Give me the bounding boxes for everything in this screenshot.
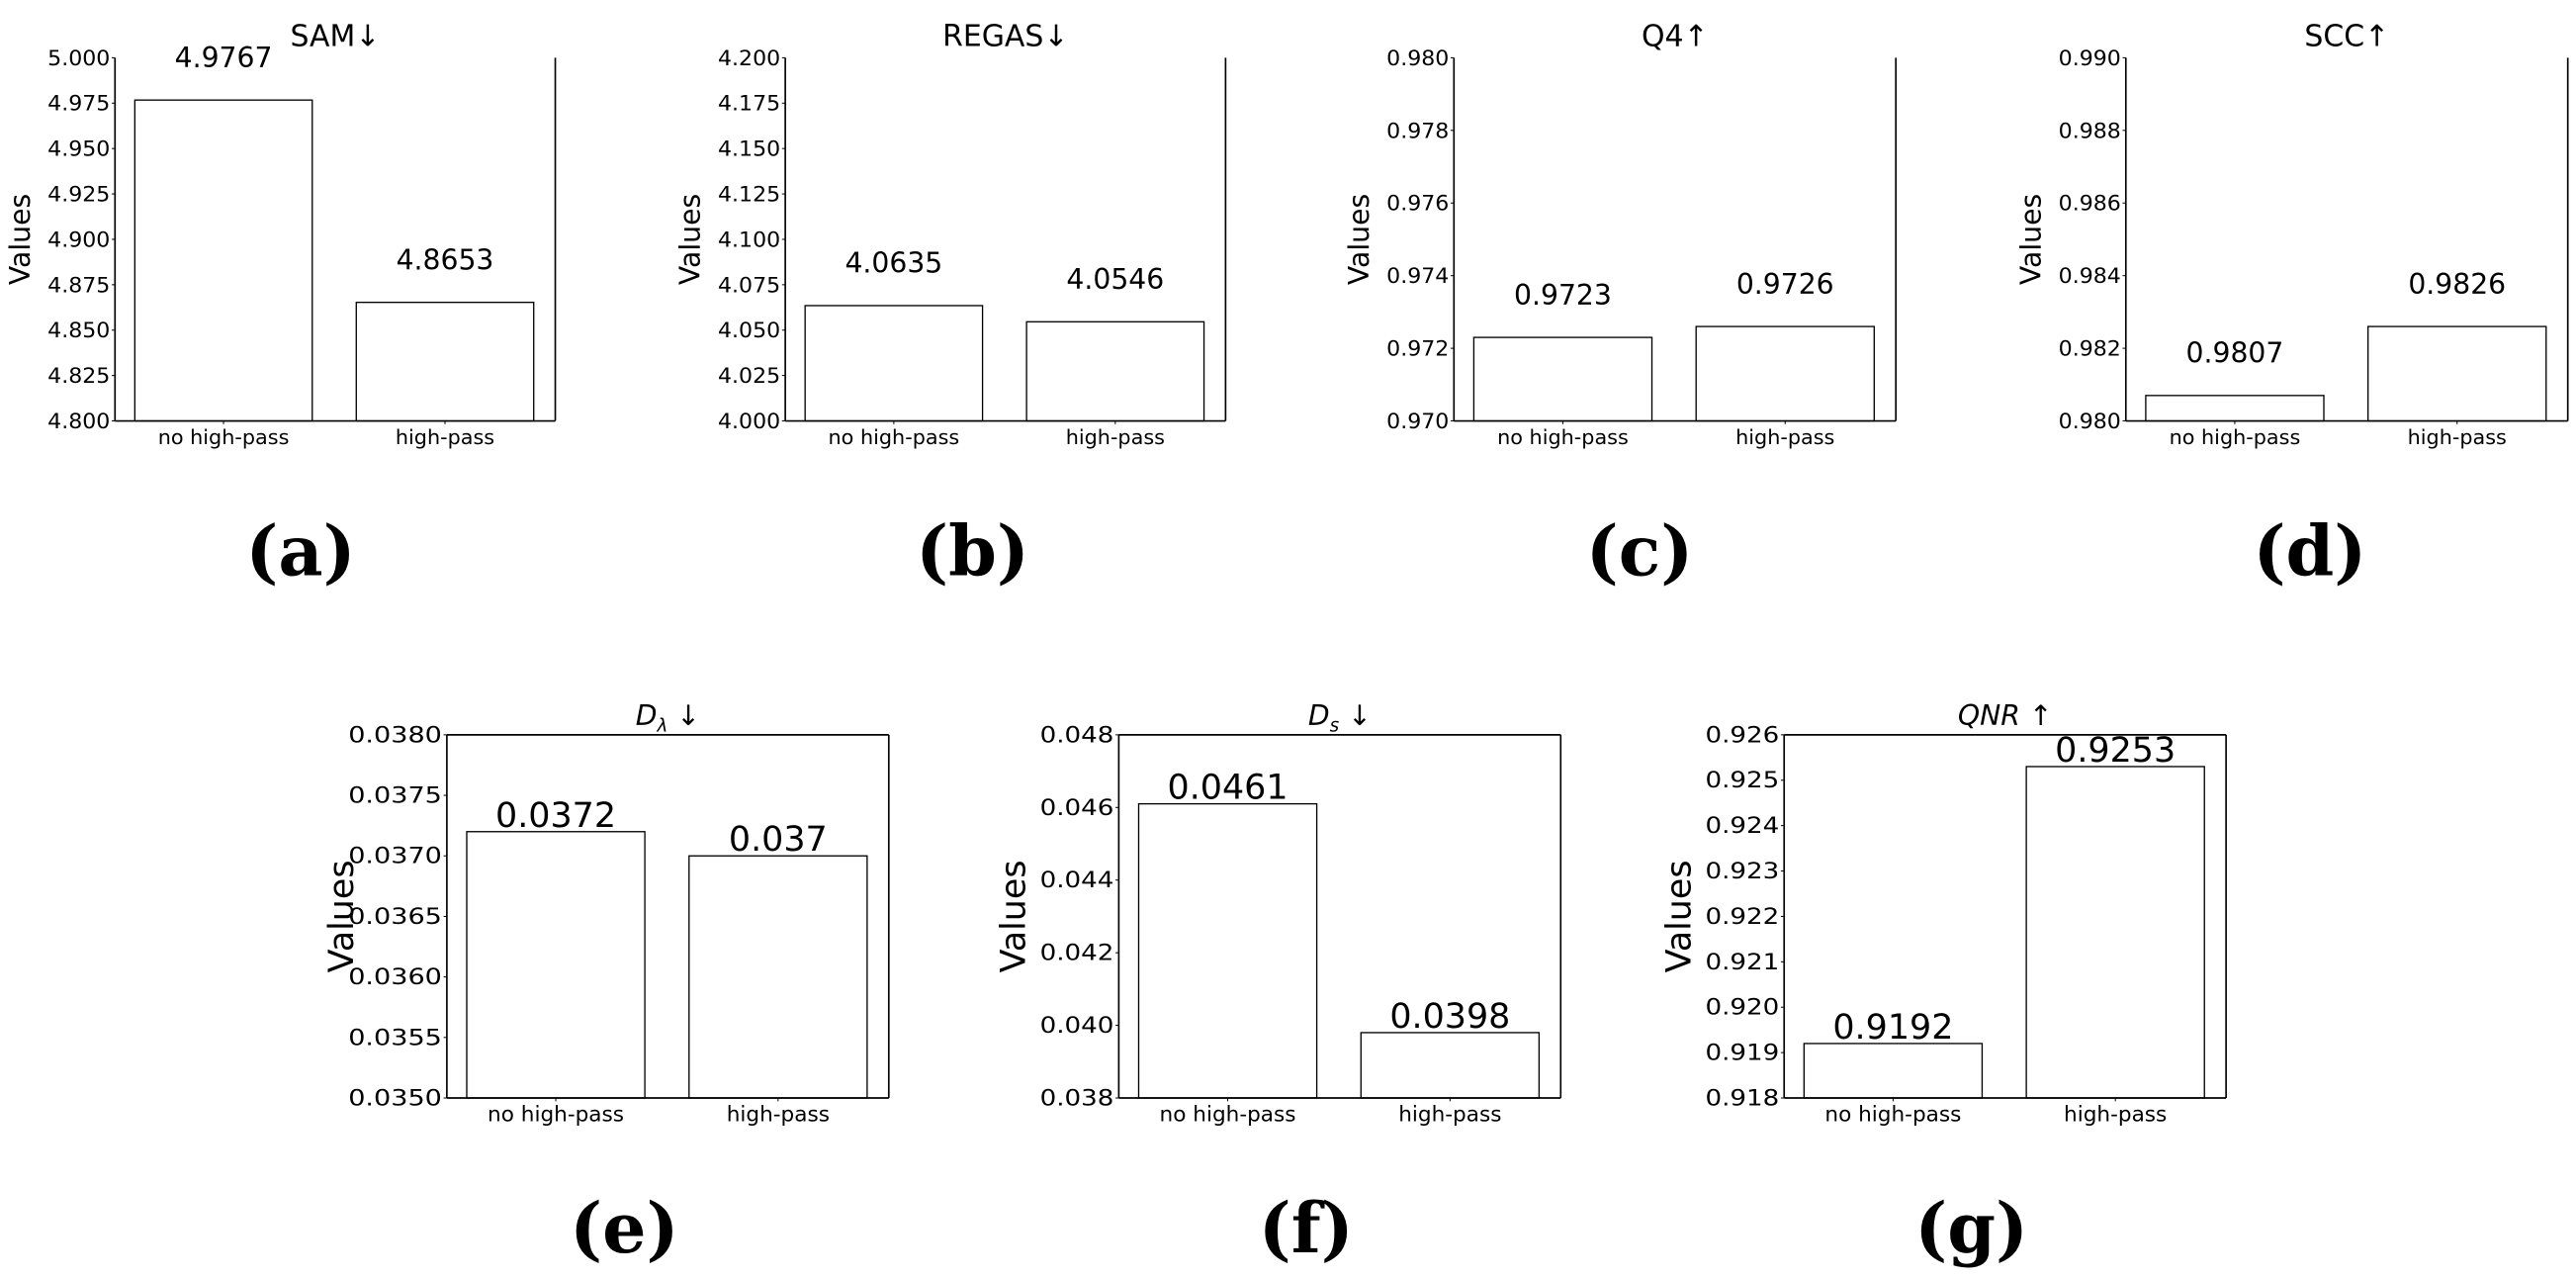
panel-label: (f)	[1258, 1188, 1354, 1270]
y-tick-label: 0.988	[2058, 119, 2121, 144]
y-tick-label: 4.900	[47, 228, 111, 253]
y-tick-label: 0.0350	[348, 1085, 442, 1112]
y-tick-label: 0.972	[1386, 336, 1450, 362]
y-tick-label: 4.125	[718, 182, 781, 208]
bar	[1804, 1044, 1982, 1098]
title-subscript: s	[1329, 715, 1340, 737]
bar-value-label: 0.9192	[1832, 1007, 1954, 1048]
bar	[689, 856, 867, 1098]
title-text: SCC↑	[2304, 19, 2390, 54]
x-tick-label: high-pass	[1398, 1102, 1502, 1128]
chart-title	[2304, 20, 2389, 54]
x-tick-label: high-pass	[1735, 424, 1835, 449]
y-tick-label: 0.0365	[348, 903, 442, 930]
panel-label: (g)	[1914, 1188, 2029, 1270]
y-tick-label: 4.150	[718, 137, 781, 162]
chart-title	[636, 699, 700, 737]
bar	[1473, 337, 1651, 420]
y-tick-label: 0.040	[1039, 1013, 1114, 1040]
y-axis-label: Values	[673, 193, 707, 286]
y-tick-label: 0.926	[1705, 722, 1780, 749]
y-tick-label: 0.919	[1705, 1040, 1780, 1066]
chart-title	[291, 20, 381, 54]
y-tick-label: 0.970	[1386, 410, 1450, 435]
x-tick-label: high-pass	[2064, 1102, 2168, 1128]
bar-value-label: 4.0635	[844, 246, 943, 280]
y-tick-label: 4.925	[47, 182, 111, 208]
x-tick-label: no high-pass	[1159, 1102, 1296, 1128]
y-tick-label: 0.923	[1705, 859, 1780, 885]
bar-value-label: 0.9726	[1735, 267, 1834, 301]
y-tick-label: 0.042	[1039, 940, 1114, 966]
y-tick-label: 0.0360	[348, 964, 442, 991]
y-tick-label: 0.924	[1705, 813, 1780, 840]
y-axis-label: Values	[1342, 193, 1376, 286]
y-tick-label: 4.825	[47, 364, 111, 390]
x-tick-label: no high-pass	[1824, 1102, 1962, 1128]
bar	[2146, 396, 2324, 421]
bar	[1138, 804, 1316, 1098]
title-text: QNR	[1957, 698, 2020, 732]
y-tick-label: 4.075	[718, 273, 781, 299]
chart-panel-c	[1343, 20, 1896, 593]
chart-panel-e	[322, 699, 889, 1269]
chart-panel-f	[995, 699, 1561, 1269]
y-tick-label: 0.918	[1705, 1085, 1780, 1112]
title-subscript: λ	[657, 715, 668, 737]
bar-value-label: 4.9767	[174, 41, 273, 74]
y-axis-label: Values	[3, 193, 37, 286]
x-tick-label: no high-pass	[828, 424, 960, 449]
y-tick-label: 4.000	[718, 410, 781, 435]
title-text: ↓	[1339, 698, 1372, 732]
chart-panel-a	[4, 20, 556, 593]
title-text: SAM↓	[290, 19, 381, 54]
title-text: Q4↑	[1641, 19, 1709, 54]
bar-value-label: 0.9826	[2408, 267, 2507, 301]
bar	[1361, 1033, 1539, 1098]
chart-title	[942, 20, 1068, 54]
panel-label: (e)	[570, 1188, 679, 1270]
y-tick-label: 0.0370	[348, 843, 442, 869]
y-tick-label: 0.990	[2058, 46, 2121, 71]
bar-value-label: 0.0461	[1167, 768, 1288, 808]
y-tick-label: 0.982	[2058, 336, 2121, 362]
y-tick-label: 0.986	[2058, 191, 2121, 217]
bar	[1026, 321, 1203, 420]
chart-title	[1308, 699, 1372, 737]
title-text: ↓	[667, 698, 700, 732]
y-tick-label: 0.976	[1386, 191, 1450, 217]
bar	[467, 832, 645, 1098]
y-tick-label: 0.980	[1386, 46, 1450, 71]
bar-value-label: 0.9807	[2185, 336, 2284, 370]
x-tick-label: no high-pass	[1497, 424, 1629, 449]
bar	[1696, 326, 1874, 420]
x-tick-label: high-pass	[2407, 424, 2507, 449]
y-axis-label: Values	[994, 860, 1034, 973]
y-tick-label: 4.200	[718, 46, 781, 71]
y-tick-label: 4.950	[47, 137, 111, 162]
x-tick-label: high-pass	[395, 424, 495, 449]
y-tick-label: 0.0375	[348, 782, 442, 809]
title-text: ↑	[2019, 698, 2053, 732]
x-tick-label: no high-pass	[488, 1102, 625, 1128]
bar	[356, 303, 533, 421]
x-tick-label: no high-pass	[2169, 424, 2301, 449]
y-tick-label: 0.921	[1705, 949, 1780, 975]
bar	[2368, 326, 2546, 420]
y-tick-label: 4.025	[718, 364, 781, 390]
y-tick-label: 0.0355	[348, 1025, 442, 1051]
y-tick-label: 4.875	[47, 273, 111, 299]
x-tick-label: high-pass	[1065, 424, 1165, 449]
chart-panel-b	[674, 20, 1226, 593]
panel-label: (a)	[245, 510, 356, 593]
y-tick-label: 4.050	[718, 319, 781, 344]
y-tick-label: 0.984	[2058, 264, 2121, 290]
bar-value-label: 4.8653	[396, 243, 494, 277]
chart-title	[1958, 699, 2053, 732]
y-tick-label: 4.850	[47, 319, 111, 344]
x-tick-label: high-pass	[726, 1102, 830, 1128]
y-tick-label: 0.978	[1386, 119, 1450, 144]
y-tick-label: 0.920	[1705, 994, 1780, 1021]
bar-value-label: 0.0372	[495, 795, 617, 836]
title-text: D	[635, 698, 658, 732]
y-tick-label: 0.048	[1039, 722, 1114, 749]
bar-value-label: 0.0398	[1389, 996, 1511, 1037]
y-tick-label: 4.100	[718, 228, 781, 253]
bar-value-label: 0.9723	[1514, 278, 1612, 312]
x-tick-label: no high-pass	[157, 424, 290, 449]
y-tick-label: 0.974	[1386, 264, 1450, 290]
title-text: REGAS↓	[942, 19, 1069, 54]
y-tick-label: 0.0380	[348, 722, 442, 749]
y-axis-label: Values	[322, 860, 363, 973]
bar	[2026, 767, 2204, 1098]
y-tick-label: 0.925	[1705, 768, 1780, 794]
bar	[805, 306, 982, 421]
y-tick-label: 4.975	[47, 91, 111, 117]
y-axis-label: Values	[1659, 860, 1700, 973]
panel-label: (b)	[916, 510, 1029, 593]
bar-value-label: 4.0546	[1066, 263, 1165, 297]
y-tick-label: 4.800	[47, 410, 111, 435]
chart-panel-d	[2014, 20, 2567, 593]
y-tick-label: 0.922	[1705, 903, 1780, 930]
y-axis-label: Values	[2014, 193, 2048, 286]
chart-panel-g	[1660, 699, 2227, 1269]
y-tick-label: 0.038	[1039, 1085, 1114, 1112]
title-text: D	[1307, 698, 1330, 732]
y-tick-label: 4.175	[718, 91, 781, 117]
panel-label: (c)	[1585, 510, 1694, 593]
y-tick-label: 0.046	[1039, 794, 1114, 821]
y-tick-label: 5.000	[47, 46, 111, 71]
y-tick-label: 0.044	[1039, 868, 1114, 894]
y-tick-label: 0.980	[2058, 410, 2121, 435]
bar-value-label: 0.037	[728, 820, 828, 861]
bar	[134, 100, 311, 420]
bar-value-label: 0.9253	[2055, 731, 2176, 772]
chart-title	[1642, 20, 1709, 54]
panel-label: (d)	[2253, 510, 2367, 593]
